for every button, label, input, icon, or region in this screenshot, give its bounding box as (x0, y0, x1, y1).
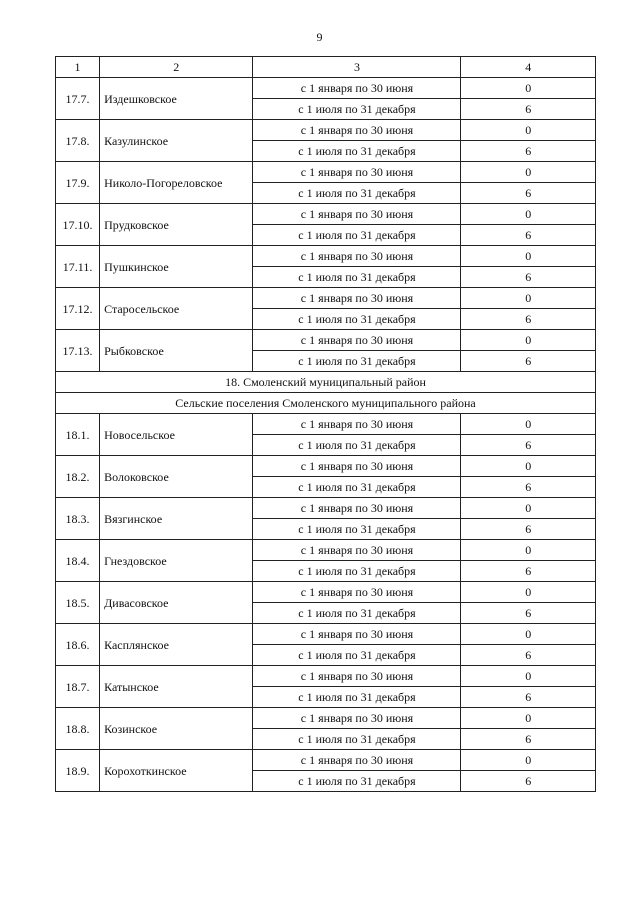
period-cell: с 1 января по 30 июня (253, 120, 461, 141)
value-cell: 0 (461, 330, 596, 351)
period-cell: с 1 июля по 31 декабря (253, 435, 461, 456)
section-title: Сельские поселения Смоленского муниципального района (56, 393, 596, 414)
table-row (56, 120, 596, 141)
table-row (56, 750, 596, 771)
section-row (56, 393, 596, 414)
row-number: 17.9. (56, 162, 100, 204)
value-cell: 6 (461, 561, 596, 582)
period-cell: с 1 января по 30 июня (253, 162, 461, 183)
table-row (56, 666, 596, 687)
value-cell: 6 (461, 267, 596, 288)
table-body (56, 57, 596, 792)
settlement-name: Вязгинское (100, 498, 253, 540)
row-number: 17.13. (56, 330, 100, 372)
row-number: 17.8. (56, 120, 100, 162)
period-cell: с 1 июля по 31 декабря (253, 561, 461, 582)
row-number: 17.12. (56, 288, 100, 330)
period-cell: с 1 января по 30 июня (253, 540, 461, 561)
row-number: 18.4. (56, 540, 100, 582)
settlement-name: Волоковское (100, 456, 253, 498)
period-cell: с 1 июля по 31 декабря (253, 141, 461, 162)
value-cell: 6 (461, 603, 596, 624)
period-cell: с 1 января по 30 июня (253, 204, 461, 225)
settlement-name: Казулинское (100, 120, 253, 162)
table-row (56, 288, 596, 309)
settlement-name: Козинское (100, 708, 253, 750)
table-row (56, 414, 596, 435)
value-cell: 0 (461, 624, 596, 645)
value-cell: 0 (461, 204, 596, 225)
period-cell: с 1 января по 30 июня (253, 666, 461, 687)
period-cell: с 1 января по 30 июня (253, 582, 461, 603)
value-cell: 6 (461, 435, 596, 456)
tariff-table (55, 56, 596, 792)
value-cell: 0 (461, 120, 596, 141)
period-cell: с 1 января по 30 июня (253, 708, 461, 729)
value-cell: 0 (461, 456, 596, 477)
table-row (56, 204, 596, 225)
settlement-name: Корохоткинское (100, 750, 253, 792)
period-cell: с 1 января по 30 июня (253, 246, 461, 267)
row-number: 18.2. (56, 456, 100, 498)
value-cell: 6 (461, 225, 596, 246)
settlement-name: Николо-Погореловское (100, 162, 253, 204)
section-row (56, 372, 596, 393)
period-cell: с 1 января по 30 июня (253, 414, 461, 435)
period-cell: с 1 января по 30 июня (253, 330, 461, 351)
settlement-name: Пушкинское (100, 246, 253, 288)
period-cell: с 1 июля по 31 декабря (253, 771, 461, 792)
value-cell: 0 (461, 162, 596, 183)
settlement-name: Прудковское (100, 204, 253, 246)
value-cell: 0 (461, 666, 596, 687)
settlement-name: Катынское (100, 666, 253, 708)
value-cell: 0 (461, 540, 596, 561)
row-number: 17.11. (56, 246, 100, 288)
table-row (56, 540, 596, 561)
page-number: 9 (316, 30, 323, 44)
value-cell: 0 (461, 78, 596, 99)
value-cell: 0 (461, 288, 596, 309)
value-cell: 6 (461, 519, 596, 540)
period-cell: с 1 июля по 31 декабря (253, 267, 461, 288)
column-header: 1 (56, 57, 100, 78)
settlement-name: Гнездовское (100, 540, 253, 582)
period-cell: с 1 января по 30 июня (253, 624, 461, 645)
table-row (56, 582, 596, 603)
value-cell: 0 (461, 750, 596, 771)
table-row (56, 162, 596, 183)
period-cell: с 1 июля по 31 декабря (253, 351, 461, 372)
row-number: 18.3. (56, 498, 100, 540)
period-cell: с 1 июля по 31 декабря (253, 645, 461, 666)
value-cell: 6 (461, 141, 596, 162)
table-row (56, 498, 596, 519)
table-row (56, 708, 596, 729)
period-cell: с 1 июля по 31 декабря (253, 225, 461, 246)
row-number: 18.7. (56, 666, 100, 708)
row-number: 18.6. (56, 624, 100, 666)
value-cell: 6 (461, 645, 596, 666)
value-cell: 0 (461, 246, 596, 267)
period-cell: с 1 июля по 31 декабря (253, 477, 461, 498)
value-cell: 6 (461, 729, 596, 750)
column-header: 3 (253, 57, 461, 78)
row-number: 18.5. (56, 582, 100, 624)
period-cell: с 1 июля по 31 декабря (253, 183, 461, 204)
section-title: 18. Смоленский муниципальный район (56, 372, 596, 393)
row-number: 18.9. (56, 750, 100, 792)
settlement-name: Старосельское (100, 288, 253, 330)
table-row (56, 330, 596, 351)
value-cell: 6 (461, 477, 596, 498)
settlement-name: Рыбковское (100, 330, 253, 372)
settlement-name: Новосельское (100, 414, 253, 456)
value-cell: 6 (461, 309, 596, 330)
period-cell: с 1 июля по 31 декабря (253, 687, 461, 708)
period-cell: с 1 июля по 31 декабря (253, 519, 461, 540)
value-cell: 6 (461, 183, 596, 204)
period-cell: с 1 января по 30 июня (253, 498, 461, 519)
value-cell: 6 (461, 99, 596, 120)
table-row (56, 78, 596, 99)
period-cell: с 1 января по 30 июня (253, 456, 461, 477)
settlement-name: Дивасовское (100, 582, 253, 624)
value-cell: 6 (461, 771, 596, 792)
period-cell: с 1 июля по 31 декабря (253, 729, 461, 750)
period-cell: с 1 января по 30 июня (253, 750, 461, 771)
value-cell: 0 (461, 414, 596, 435)
row-number: 17.10. (56, 204, 100, 246)
value-cell: 0 (461, 708, 596, 729)
header-row (56, 57, 596, 78)
value-cell: 6 (461, 687, 596, 708)
column-header: 2 (100, 57, 253, 78)
column-header: 4 (461, 57, 596, 78)
period-cell: с 1 июля по 31 декабря (253, 99, 461, 120)
row-number: 18.1. (56, 414, 100, 456)
row-number: 17.7. (56, 78, 100, 120)
settlement-name: Касплянское (100, 624, 253, 666)
table-row (56, 624, 596, 645)
period-cell: с 1 января по 30 июня (253, 78, 461, 99)
period-cell: с 1 июля по 31 декабря (253, 309, 461, 330)
period-cell: с 1 января по 30 июня (253, 288, 461, 309)
row-number: 18.8. (56, 708, 100, 750)
value-cell: 0 (461, 498, 596, 519)
table-row (56, 246, 596, 267)
period-cell: с 1 июля по 31 декабря (253, 603, 461, 624)
value-cell: 0 (461, 582, 596, 603)
value-cell: 6 (461, 351, 596, 372)
table-row (56, 456, 596, 477)
settlement-name: Издешковское (100, 78, 253, 120)
